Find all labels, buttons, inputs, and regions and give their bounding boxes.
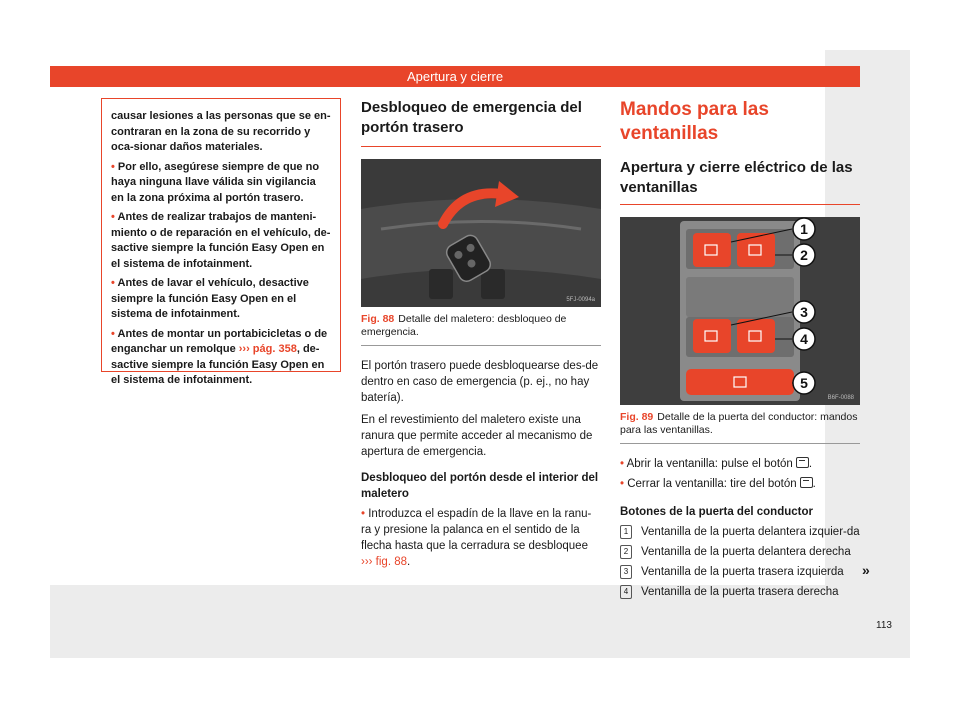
item-text: Ventanilla de la puerta delantera derecha: [641, 546, 851, 558]
item-number: 2: [620, 545, 632, 559]
item-number: 1: [620, 525, 632, 539]
paragraph: El portón trasero puede desbloquearse des-de dentro en caso de emergencia (p. ej., no hay batería).: [361, 360, 599, 404]
list-item: [620, 584, 860, 600]
instruction-bullet: • Introduzca el espadín de la llave en la ranu-ra y presione la palanca en el sentido de la flecha hasta que la cerradura se desbloquee ››› fig. 88.: [361, 508, 592, 568]
figure-label: Fig. 88: [361, 313, 395, 325]
figure-caption: Fig. 88 Detalle del maletero: desbloqueo de emergencia.: [361, 313, 601, 346]
list-item: [620, 524, 860, 540]
figure-88: [361, 159, 601, 307]
callout-1: 1: [800, 221, 808, 237]
warning-bullet: • Antes de montar un portabicicletas o de enganchar un remolque ››› pág. 358, de-sactive siempre la función Easy Open en el sistema de infotainment.: [111, 327, 328, 386]
item-text: Ventanilla de la puerta delantera izquier-da: [641, 526, 860, 538]
page-reference-link[interactable]: ››› pág. 358: [238, 343, 297, 355]
section-title: Desbloqueo de emergencia del portón trasero: [361, 98, 601, 147]
item-number: 3: [620, 565, 632, 579]
chapter-title: Apertura y cierre: [406, 69, 504, 84]
section-subtitle: Apertura y cierre eléctrico de las ventanillas: [620, 158, 860, 205]
list-heading: Botones de la puerta del conductor: [620, 506, 813, 518]
warning-bullet: • Por ello, asegúrese siempre de que no haya ninguna llave válida sin vigilancia en la zona próxima al portón trasero.: [111, 160, 320, 204]
continue-marker: »: [862, 562, 870, 578]
callout-3: 3: [800, 304, 808, 320]
instruction-bullet: • Abrir la ventanilla: pulse el botón .: [620, 458, 813, 470]
trunk-emergency-illustration: [361, 159, 601, 307]
item-text: Ventanilla de la puerta trasera izquierda: [641, 566, 844, 578]
window-controls-section: [620, 98, 860, 604]
item-number: 4: [620, 585, 632, 599]
warning-bullet: • Antes de realizar trabajos de manteni-miento o de reparación en el vehículo, de-sactive siempre la función Easy Open en el sistema de infotainment.: [111, 211, 331, 270]
chapter-section-title: Mandos para las ventanillas: [620, 99, 769, 144]
figure-89: [620, 217, 860, 405]
warning-box: [101, 98, 341, 386]
subheading: Desbloqueo del portón desde el interior del maletero: [361, 472, 599, 500]
page-number: 113: [876, 620, 892, 631]
window-switch-panel-illustration: [620, 217, 860, 405]
figure-reference-link[interactable]: ››› fig. 88: [361, 556, 408, 568]
window-button-icon: [800, 477, 813, 488]
figure-caption: Fig. 89 Detalle de la puerta del conductor: mandos para las ventanillas.: [620, 411, 860, 444]
callout-2: 2: [800, 247, 808, 263]
list-item: [620, 564, 860, 580]
warning-text: causar lesiones a las personas que se en-contraran en la zona de su recorrido y oca-sionar daños materiales.: [111, 110, 331, 153]
list-item: [620, 544, 860, 560]
figure-code: 5FJ-0094a: [566, 297, 595, 303]
instruction-bullet: • Cerrar la ventanilla: tire del botón .: [620, 478, 816, 490]
figure-label: Fig. 89: [620, 411, 654, 423]
emergency-unlock-section: [361, 98, 601, 570]
figure-code: B6F-0088: [827, 395, 854, 401]
item-text: Ventanilla de la puerta trasera derecha: [641, 586, 839, 598]
warning-bullet: • Antes de lavar el vehículo, desactive siempre la función Easy Open en el sistema de infotainment.: [111, 277, 309, 320]
paragraph: En el revestimiento del maletero existe una ranura que permite acceder al mecanismo de apertura de emergencia.: [361, 414, 593, 458]
callout-5: 5: [800, 375, 808, 391]
callout-4: 4: [800, 331, 808, 347]
chapter-header: [50, 66, 860, 87]
window-button-icon: [796, 457, 809, 468]
